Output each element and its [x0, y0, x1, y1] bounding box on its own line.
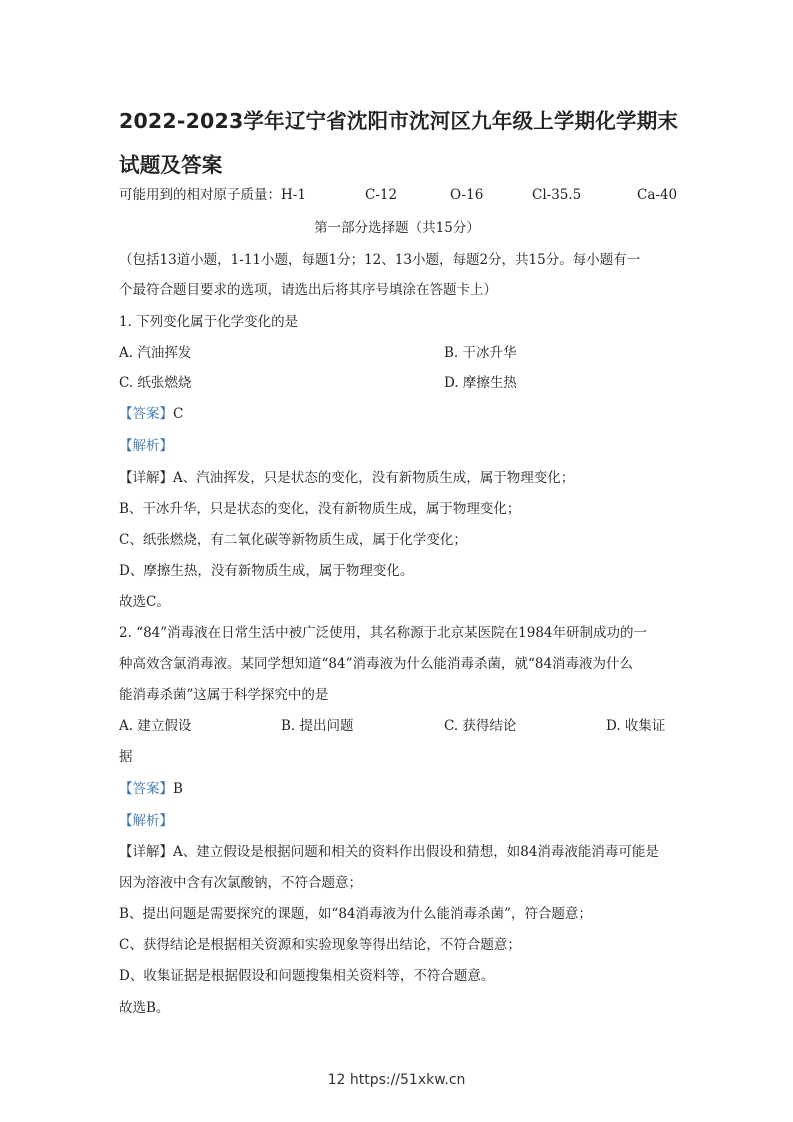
answer-value: C — [173, 406, 184, 422]
atomic-mass-cl: Cl-35.5 — [532, 187, 582, 203]
q2-detail-1b: 因为溶液中含有次氯酸钠，不符合题意； — [119, 875, 362, 891]
atomic-mass-c: C-12 — [365, 187, 398, 203]
q2-conclusion: 故选B。 — [119, 1000, 170, 1016]
q2-analysis-label: 【解析】 — [119, 813, 173, 829]
q1-option-d: D. 摩擦生热 — [444, 375, 517, 391]
instructions-line-1: （包括13道小题，1-11小题，每题1分；12、13小题，每题2分，共15分。每小题有一 — [119, 252, 641, 268]
document-title-line-2: 试题及答案 — [119, 153, 223, 177]
answer-label: 【答案】 — [119, 781, 173, 797]
q2-stem-line-2: 种高效含氯消毒液。某同学想知道“84”消毒液为什么能消毒杀菌，就“84消毒液为什么 — [119, 656, 634, 672]
q2-detail-3: C、获得结论是根据相关资源和实验现象等得出结论，不符合题意； — [119, 937, 521, 953]
q1-option-a: A. 汽油挥发 — [119, 345, 192, 361]
detail-label: 【详解】 — [119, 844, 173, 860]
q1-detail-4: D、摩擦生热，没有新物质生成，属于物理变化。 — [119, 563, 414, 579]
q1-option-c: C. 纸张燃烧 — [119, 375, 192, 391]
q1-detail-2: B、干冰升华，只是状态的变化，没有新物质生成，属于物理变化； — [119, 501, 521, 517]
page-footer: 12 https://51xkw.cn — [327, 1072, 466, 1088]
q1-stem: 1. 下列变化属于化学变化的是 — [119, 314, 299, 330]
q1-detail-1 — [119, 469, 675, 487]
q2-option-a: A. 建立假设 — [119, 718, 192, 734]
atomic-mass-ca: Ca-40 — [637, 187, 678, 203]
atomic-mass-o: O-16 — [450, 187, 484, 203]
q2-option-b: B. 提出问题 — [281, 718, 354, 734]
q2-stem-line-3: 能消毒杀菌”这属于科学探究中的是 — [119, 687, 329, 703]
q1-option-b: B. 干冰升华 — [444, 345, 517, 361]
q1-conclusion: 故选C。 — [119, 594, 170, 610]
q2-option-d-continued: 据 — [119, 749, 133, 765]
detail-text: A、建立假设是根据问题和相关的资料作出假设和猜想，如84消毒液能消毒可能是 — [173, 844, 659, 860]
q2-detail-1a — [119, 843, 675, 861]
detail-text: A、汽油挥发，只是状态的变化，没有新物质生成，属于物理变化； — [173, 470, 575, 486]
document-title-line-1: 2022-2023学年辽宁省沈阳市沈河区九年级上学期化学期末 — [119, 109, 679, 133]
answer-label: 【答案】 — [119, 406, 173, 422]
q2-detail-4: D、收集证据是根据假设和问题搜集相关资料等，不符合题意。 — [119, 968, 495, 984]
q2-option-d: D. 收集证 — [606, 718, 666, 734]
q2-answer — [119, 780, 675, 798]
q1-analysis-label: 【解析】 — [119, 438, 173, 454]
q2-option-c: C. 获得结论 — [444, 718, 517, 734]
instructions-line-2: 个最符合题目要求的选项，请选出后将其序号填涂在答题卡上） — [119, 282, 497, 298]
q2-stem-line-1: 2. “84”消毒液在日常生活中被广泛使用，其名称源于北京某医院在1984年研制成功的一 — [119, 625, 648, 641]
answer-value: B — [173, 781, 183, 797]
q1-detail-3: C、纸张燃烧，有二氧化碳等新物质生成，属于化学变化； — [119, 532, 467, 548]
detail-label: 【详解】 — [119, 470, 173, 486]
q2-detail-2: B、提出问题是需要探究的课题，如“84消毒液为什么能消毒杀菌”，符合题意； — [119, 906, 592, 922]
part-heading: 第一部分选择题（共15分） — [314, 220, 480, 236]
q1-answer — [119, 405, 675, 423]
atomic-mass-label: 可能用到的相对原子质量：H-1 — [119, 187, 306, 203]
